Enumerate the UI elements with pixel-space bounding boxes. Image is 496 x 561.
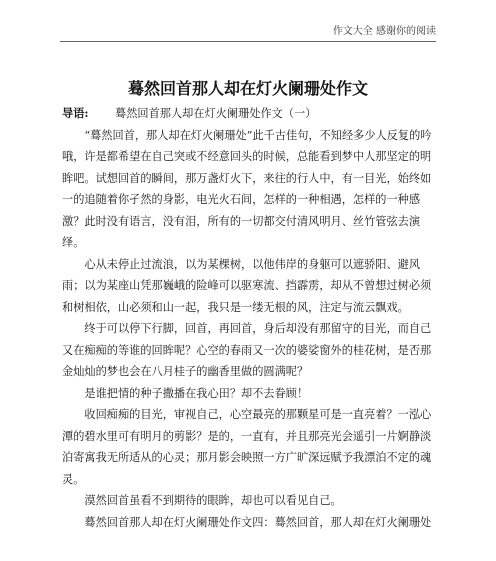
intro-text: 蓦然回首那人却在灯火阑珊处作文（一） <box>115 107 317 120</box>
paragraph: 蓦然回首那人却在灯火阑珊处作文四：蓦然回首，那人却在灯火阑珊处 <box>84 515 432 529</box>
document-title: 蓦然回首那人却在灯火阑珊处作文 <box>127 79 368 98</box>
paragraph: 是谁把情的种子撒播在我心田？却不去眷顾！ <box>84 386 309 400</box>
intro-line <box>62 103 438 125</box>
document-body <box>62 103 438 533</box>
header-divider <box>60 41 436 42</box>
paragraph: 心从未停止过流浪，以为某棵树，以他伟岸的身躯可以遮骄阳、避风雨；以为某座山凭那巍峨的险峰可以驱寒流、挡霹雳，却从不曾想过树必须和树相依，山必须和山一起，我只是一缕无根的风，注定与流云飘戏。 <box>62 257 432 314</box>
page-header: 作文大全 感谢你的阅读 <box>332 26 436 37</box>
intro-label: 导语: <box>62 106 89 120</box>
paragraph: “蓦然回首，那人却在灯火阑珊处”此千古佳句，不知经多少人反复的吟哦，许是都希望在自己突或不经意回头的时候，总能看到梦中人那坚定的明眸吧。试想回首的瞬间，那万盏灯火下，来往的行人中，有一目光，始终如一的追随着你孑然的身影，电光火石间，怎样的一种相遇，怎样的一种感激？此时没有语言，没有泪，所有的一切都交付清风明月、丝竹管弦去演绎。 <box>62 128 432 249</box>
paragraph: 终于可以停下行脚，回首，再回首，身后却没有那留守的目光，而自己又在痴痴的等谁的回眸呢？心空的春雨又一次的婆娑窗外的桂花树，是否那金灿灿的梦也会在八月桂子的幽香里做的圆满呢？ <box>62 322 432 378</box>
paragraph: 漠然回首虽看不到期待的眼眸，却也可以看见自己。 <box>84 494 342 507</box>
paragraph: 收回痴痴的目光，审视自己，心空最亮的那颗星可是一直亮着？一泓心潭的碧水里可有明月的剪影？是的，一直有，并且那亮光会遥引一片婀静淡泊寄寓我无所适从的心灵；那月影会映照一方广旷深远赋予我漂泊不定的魂灵。 <box>62 408 432 486</box>
